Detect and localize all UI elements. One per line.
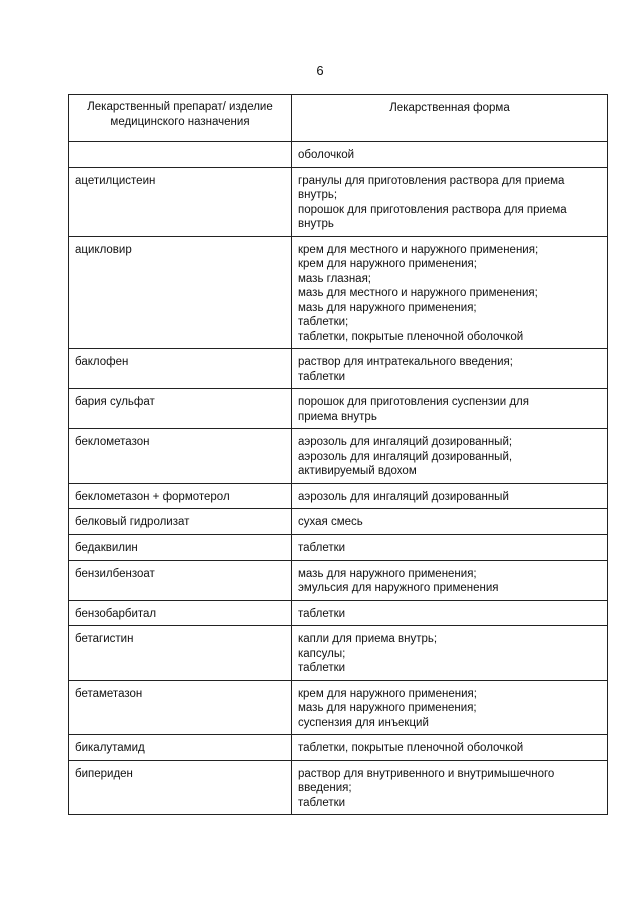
dosage-form-line: сухая смесь xyxy=(298,516,363,528)
dosage-form-line: таблетки xyxy=(298,796,346,809)
dosage-form-cell xyxy=(292,626,608,681)
dosage-form-line: мазь глазная; xyxy=(298,272,371,285)
drug-name-cell: бетаметазон xyxy=(69,680,292,735)
table-row xyxy=(69,509,608,535)
table-row xyxy=(69,760,608,815)
drug-name-cell: беклометазон + формотерол xyxy=(69,483,292,509)
drug-forms-table xyxy=(68,94,608,815)
dosage-form-cell xyxy=(292,735,608,761)
dosage-form-line: эмульсия для наружного применения xyxy=(298,582,499,594)
drug-name-cell: бипериден xyxy=(69,760,292,815)
dosage-form-line: капли для приема внутрь; xyxy=(298,633,438,645)
dosage-form-cell xyxy=(292,236,608,349)
dosage-form-line: оболочкой xyxy=(298,149,355,161)
table-row xyxy=(69,167,608,236)
dosage-form-line: мазь для наружного применения; xyxy=(298,567,477,580)
drug-name-cell: бедаквилин xyxy=(69,534,292,560)
dosage-form-line: крем для наружного применения; xyxy=(298,258,477,270)
table-row xyxy=(69,680,608,735)
dosage-form-line: мазь для местного и наружного применения; xyxy=(298,287,538,299)
dosage-form-line: капсулы; xyxy=(298,647,346,660)
table-row xyxy=(69,626,608,681)
page-number: 6 xyxy=(316,63,324,78)
dosage-form-cell xyxy=(292,389,608,429)
table-row xyxy=(69,735,608,761)
dosage-form-line: раствор для внутривенного и внутримышечного xyxy=(298,767,555,780)
table-row xyxy=(69,600,608,626)
table-body xyxy=(69,142,608,815)
dosage-form-line: приема внутрь xyxy=(298,410,377,423)
drug-name-cell xyxy=(69,142,292,168)
dosage-form-line: суспензия для инъекций xyxy=(298,716,429,729)
dosage-form-cell xyxy=(292,142,608,168)
dosage-form-line: раствор для интратекального введения; xyxy=(298,356,513,368)
dosage-form-cell xyxy=(292,509,608,535)
drug-name-cell: ацикловир xyxy=(69,236,292,349)
drug-name-cell: бетагистин xyxy=(69,626,292,681)
drug-name-cell: бария сульфат xyxy=(69,389,292,429)
dosage-form-line: внутрь; xyxy=(298,189,338,201)
dosage-form-line: мазь для наружного применения; xyxy=(298,702,477,714)
dosage-form-line: аэрозоль для ингаляций дозированный xyxy=(298,490,509,503)
drug-name-cell: бикалутамид xyxy=(69,735,292,761)
dosage-form-cell xyxy=(292,167,608,236)
dosage-form-cell xyxy=(292,534,608,560)
drug-name-cell: беклометазон xyxy=(69,429,292,484)
table-row xyxy=(69,429,608,484)
dosage-form-line: таблетки xyxy=(298,662,346,674)
dosage-form-line: мазь для наружного применения; xyxy=(298,301,477,314)
dosage-form-cell xyxy=(292,600,608,626)
dosage-form-line: активируемый вдохом xyxy=(298,465,417,477)
dosage-form-line: крем для наружного применения; xyxy=(298,687,477,700)
drug-name-cell: ацетилцистеин xyxy=(69,167,292,236)
dosage-form-line: порошок для приготовления раствора для приема xyxy=(298,203,567,216)
dosage-form-line: гранулы для приготовления раствора для приема xyxy=(298,174,565,187)
table-row xyxy=(69,349,608,389)
table-header-row xyxy=(69,95,608,142)
dosage-form-line: введения; xyxy=(298,782,352,794)
table-row xyxy=(69,534,608,560)
table-row xyxy=(69,483,608,509)
dosage-form-cell xyxy=(292,349,608,389)
dosage-form-line: таблетки, покрытые пленочной оболочкой xyxy=(298,742,524,754)
dosage-form-line: аэрозоль для ингаляций дозированный, xyxy=(298,450,513,463)
dosage-form-line: аэрозоль для ингаляций дозированный; xyxy=(298,436,513,448)
dosage-form-line: таблетки xyxy=(298,370,346,383)
header-drug: Лекарственный препарат/ изделие медицинского назначения xyxy=(69,95,292,142)
dosage-form-line: таблетки xyxy=(298,541,346,554)
drug-name-cell: бензилбензоат xyxy=(69,560,292,600)
dosage-form-cell xyxy=(292,560,608,600)
table-row xyxy=(69,389,608,429)
drug-name-cell: бензобарбитал xyxy=(69,600,292,626)
dosage-form-cell xyxy=(292,429,608,484)
header-form: Лекарственная форма xyxy=(292,95,608,142)
dosage-form-line: таблетки xyxy=(298,607,346,620)
table-row xyxy=(69,142,608,168)
dosage-form-line: внутрь xyxy=(298,218,334,230)
table-row xyxy=(69,560,608,600)
dosage-form-cell xyxy=(292,680,608,735)
dosage-form-cell xyxy=(292,483,608,509)
drug-name-cell: белковый гидролизат xyxy=(69,509,292,535)
drug-name-cell: баклофен xyxy=(69,349,292,389)
dosage-form-line: таблетки; xyxy=(298,316,349,328)
table-row xyxy=(69,236,608,349)
dosage-form-cell xyxy=(292,760,608,815)
dosage-form-line: порошок для приготовления суспензии для xyxy=(298,396,529,408)
dosage-form-line: крем для местного и наружного применения; xyxy=(298,243,539,256)
dosage-form-line: таблетки, покрытые пленочной оболочкой xyxy=(298,330,524,343)
